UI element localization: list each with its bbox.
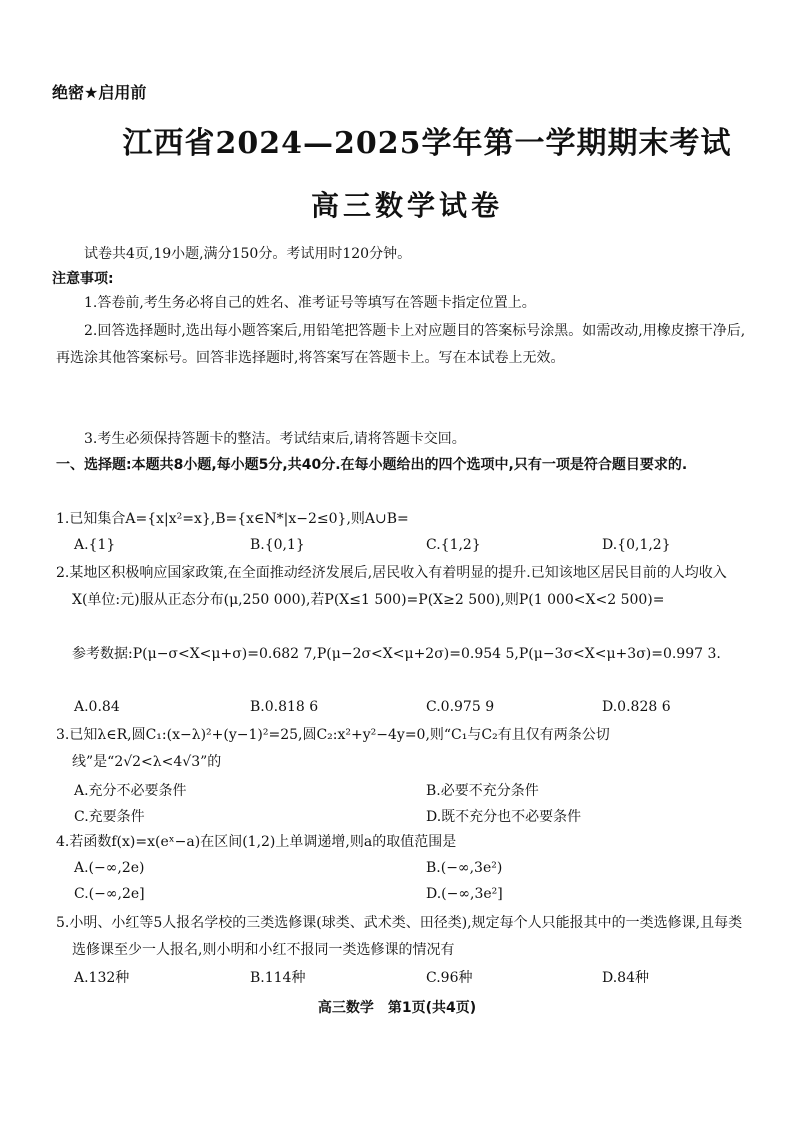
question-1-option-d: D.{0,1,2} bbox=[602, 537, 671, 553]
note-item-2: 2.回答选择题时,选出每小题答案后,用铅笔把答题卡上对应题目的答案标号涂黑。如需改动,用橡皮擦干净后,再选涂其他答案标号。回答非选择题时,将答案写在答题卡上。写在本试卷上无效。 bbox=[56, 323, 746, 366]
intro-line: 试卷共4页,19小题,满分150分。考试用时120分钟。 bbox=[84, 246, 412, 262]
question-2-reference: 参考数据:P(μ−σ<X<μ+σ)=0.682 7,P(μ−2σ<X<μ+2σ)=0.954 5,P(μ−3σ<X<μ+3σ)=0.997 3. bbox=[72, 646, 721, 662]
question-3-option-c: C.充要条件 bbox=[74, 809, 145, 825]
question-1-option-a: A.{1} bbox=[74, 537, 116, 553]
question-1-stem: 1.已知集合A={x|x²=x},B={x∈N*|x−2≤0},则A∪B= bbox=[56, 511, 409, 527]
question-4-option-a: A.(−∞,2e) bbox=[74, 860, 145, 876]
question-5-option-c: C.96种 bbox=[426, 970, 473, 986]
note-item-1: 1.答卷前,考生务必将自己的姓名、准考证号等填写在答题卡指定位置上。 bbox=[84, 295, 536, 311]
question-1-option-b: B.{0,1} bbox=[250, 537, 305, 553]
page-footer: 高三数学 第1页(共4页) bbox=[317, 1000, 477, 1016]
question-2-option-d: D.0.828 6 bbox=[602, 699, 671, 715]
question-4-option-d: D.(−∞,3e²] bbox=[426, 886, 503, 902]
question-3-option-d: D.既不充分也不必要条件 bbox=[426, 809, 582, 825]
question-5-option-b: B.114种 bbox=[250, 970, 306, 986]
question-5-option-a: A.132种 bbox=[74, 970, 130, 986]
note-item-3: 3.考生必须保持答题卡的整洁。考试结束后,请将答题卡交回。 bbox=[84, 431, 466, 447]
question-3-option-b: B.必要不充分条件 bbox=[426, 783, 539, 799]
question-4-option-c: C.(−∞,2e] bbox=[74, 886, 145, 902]
question-2-stem: 2.某地区积极响应国家政策,在全面推动经济发展后,居民收入有着明显的提升.已知该地区居民目前的人均收入X(单位:元)服从正态分布(μ,250 000),若P(X≤1 500)=P(X≥2 500),则P(1 000<X<2 500)= bbox=[56, 565, 727, 608]
question-3-stem: 3.已知λ∈R,圆C₁:(x−λ)²+(y−1)²=25,圆C₂:x²+y²−4y=0,则“C₁与C₂有且仅有两条公切线”是“2√2<λ<4√3”的 bbox=[56, 727, 610, 770]
secret-mark: 绝密★启用前 bbox=[52, 83, 147, 102]
question-4-option-b: B.(−∞,3e²) bbox=[426, 860, 503, 876]
question-3-option-a: A.充分不必要条件 bbox=[74, 783, 187, 799]
question-2-option-a: A.0.84 bbox=[74, 699, 120, 715]
exam-title: 江西省2024—2025学年第一学期期末考试 bbox=[122, 126, 732, 161]
question-4-stem: 4.若函数f(x)=x(eˣ−a)在区间(1,2)上单调递增,则a的取值范围是 bbox=[56, 834, 457, 850]
question-2-option-b: B.0.818 6 bbox=[250, 699, 319, 715]
question-1-option-c: C.{1,2} bbox=[426, 537, 481, 553]
question-5-option-d: D.84种 bbox=[602, 970, 649, 986]
question-2-option-c: C.0.975 9 bbox=[426, 699, 495, 715]
question-5-stem: 5.小明、小红等5人报名学校的三类选修课(球类、武术类、田径类),规定每个人只能报其中的一类选修课,且每类选修课至少一人报名,则小明和小红不报同一类选修课的情况有 bbox=[56, 915, 743, 958]
section1-heading: 一、选择题:本题共8小题,每小题5分,共40分.在每小题给出的四个选项中,只有一项是符合题目要求的. bbox=[56, 457, 688, 473]
paper-title: 高三数学试卷 bbox=[310, 189, 503, 222]
notes-heading: 注意事项: bbox=[52, 271, 114, 287]
